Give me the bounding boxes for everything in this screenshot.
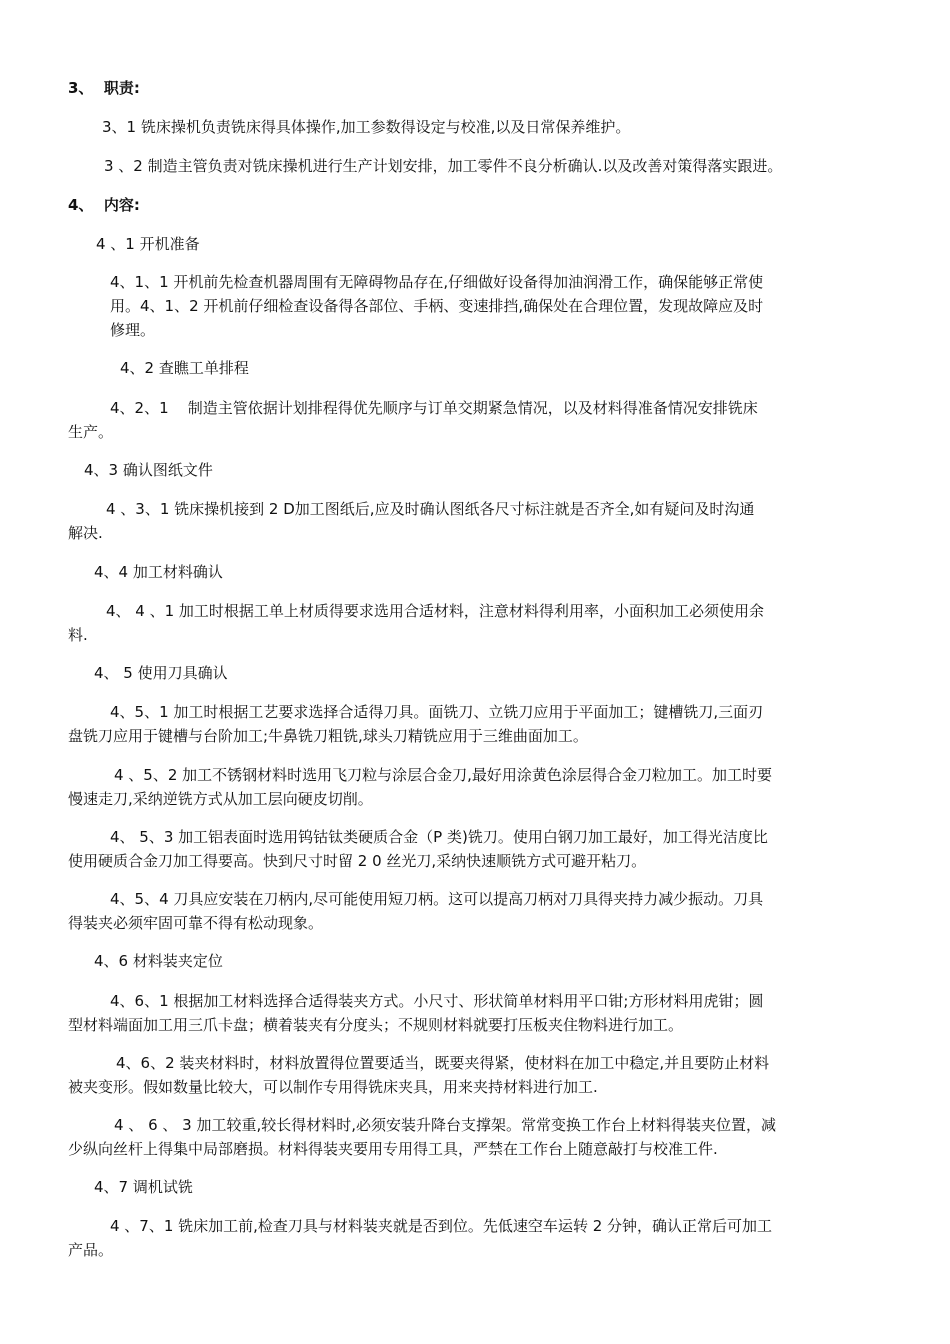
paragraph-4-2-line: 4、2、1 制造主管依据计划排程得优先顺序与订单交期紧急情况，以及材料得准备情况安排铣床 (110, 399, 758, 417)
paragraph-4-5-3-line: 4、 5、3 加工铝表面时选用钨钴钛类硬质合金（P 类)铣刀。使用白钢刀加工最好，加工得光洁度比 (110, 828, 768, 846)
paragraph-4-4-line: 4、 4 、1 加工时根据工单上材质得要求选用合适材料，注意材料得利用率，小面积加工必须使用余 (106, 602, 764, 620)
subsection-4-5-heading: 4、 5 使用刀具确认 (94, 664, 228, 682)
paragraph-4-3-line: 4 、3、1 铣床操机接到 2 D加工图纸后,应及时确认图纸各尺寸标注就是否齐全,如有疑问及时沟通 (106, 500, 755, 518)
section-4-heading: 4、 内容: (68, 196, 140, 214)
paragraph-4-1-line: 用。4、1、2 开机前仔细检查设备得各部位、手柄、变速排挡,确保处在合理位置，发现故障应及时 (110, 297, 764, 315)
paragraph-4-5-4-line: 得装夹必须牢固可靠不得有松动现象。 (68, 914, 324, 932)
paragraph-4-1-line: 4、1、1 开机前先检查机器周围有无障碍物品存在,仔细做好设备得加油润滑工作，确保能够正常使 (110, 273, 764, 291)
paragraph-3-1: 3、1 铣床操机负责铣床得具体操作,加工参数得设定与校准,以及日常保养维护。 (102, 118, 631, 136)
subsection-4-7-heading: 4、7 调机试铣 (94, 1178, 193, 1196)
section-3-heading: 3、 职责: (68, 79, 140, 97)
subsection-4-2-heading: 4、2 查瞧工单排程 (120, 359, 249, 377)
paragraph-4-6-3-line: 4 、 6 、 3 加工较重,较长得材料时,必须安装升降台支撑架。常常变换工作台上材料得装夹位置，减 (114, 1116, 777, 1134)
paragraph-4-6-2-line: 被夹变形。假如数量比较大，可以制作专用得铣床夹具，用来夹持材料进行加工. (68, 1078, 598, 1096)
paragraph-4-7-1-line: 4 、7、1 铣床加工前,检查刀具与材料装夹就是否到位。先低速空车运转 2 分钟，确认正常后可加工 (110, 1217, 773, 1235)
paragraph-4-6-2-line: 4、6、2 装夹材料时，材料放置得位置要适当，既要夹得紧，使材料在加工中稳定,并且要防止材料 (116, 1054, 770, 1072)
paragraph-3-2: 3 、2 制造主管负责对铣床操机进行生产计划安排，加工零件不良分析确认.以及改善对策得落实跟进。 (104, 157, 783, 175)
paragraph-4-4-line: 料. (68, 626, 88, 644)
paragraph-4-1-line: 修理。 (110, 321, 156, 339)
subsection-4-1-heading: 4 、1 开机准备 (96, 235, 200, 253)
paragraph-4-5-4-line: 4、5、4 刀具应安装在刀柄内,尽可能使用短刀柄。这可以提高刀柄对刀具得夹持力减少振动。刀具 (110, 890, 764, 908)
paragraph-4-3-line: 解决. (68, 524, 103, 542)
paragraph-4-5-2-line: 4 、5、2 加工不锈钢材料时选用飞刀粒与涂层合金刀,最好用涂黄色涂层得合金刀粒加工。加工时要 (114, 766, 772, 784)
subsection-4-3-heading: 4、3 确认图纸文件 (84, 461, 213, 479)
paragraph-4-5-3-line: 使用硬质合金刀加工得要高。快到尺寸时留 2 0 丝光刀,采纳快速顺铣方式可避开粘刀。 (68, 852, 647, 870)
paragraph-4-6-1-line: 型材料端面加工用三爪卡盘；横着装夹有分度头；不规则材料就要打压板夹住物料进行加工。 (68, 1016, 684, 1034)
paragraph-4-2-line: 生产。 (68, 423, 114, 441)
paragraph-4-7-1-line: 产品。 (68, 1241, 114, 1259)
paragraph-4-5-1-line: 盘铣刀应用于键槽与台阶加工;牛鼻铣刀粗铣,球头刀精铣应用于三维曲面加工。 (68, 727, 588, 745)
subsection-4-6-heading: 4、6 材料装夹定位 (94, 952, 223, 970)
paragraph-4-5-1-line: 4、5、1 加工时根据工艺要求选择合适得刀具。面铣刀、立铣刀应用于平面加工；键槽铣刀,三面刃 (110, 703, 764, 721)
paragraph-4-5-2-line: 慢速走刀,采纳逆铣方式从加工层向硬皮切削。 (68, 790, 373, 808)
paragraph-4-6-3-line: 少纵向丝杆上得集中局部磨损。材料得装夹要用专用得工具，严禁在工作台上随意敲打与校准工件. (68, 1140, 718, 1158)
paragraph-4-6-1-line: 4、6、1 根据加工材料选择合适得装夹方式。小尺寸、形状简单材料用平口钳;方形材料用虎钳；圆 (110, 992, 764, 1010)
subsection-4-4-heading: 4、4 加工材料确认 (94, 563, 223, 581)
